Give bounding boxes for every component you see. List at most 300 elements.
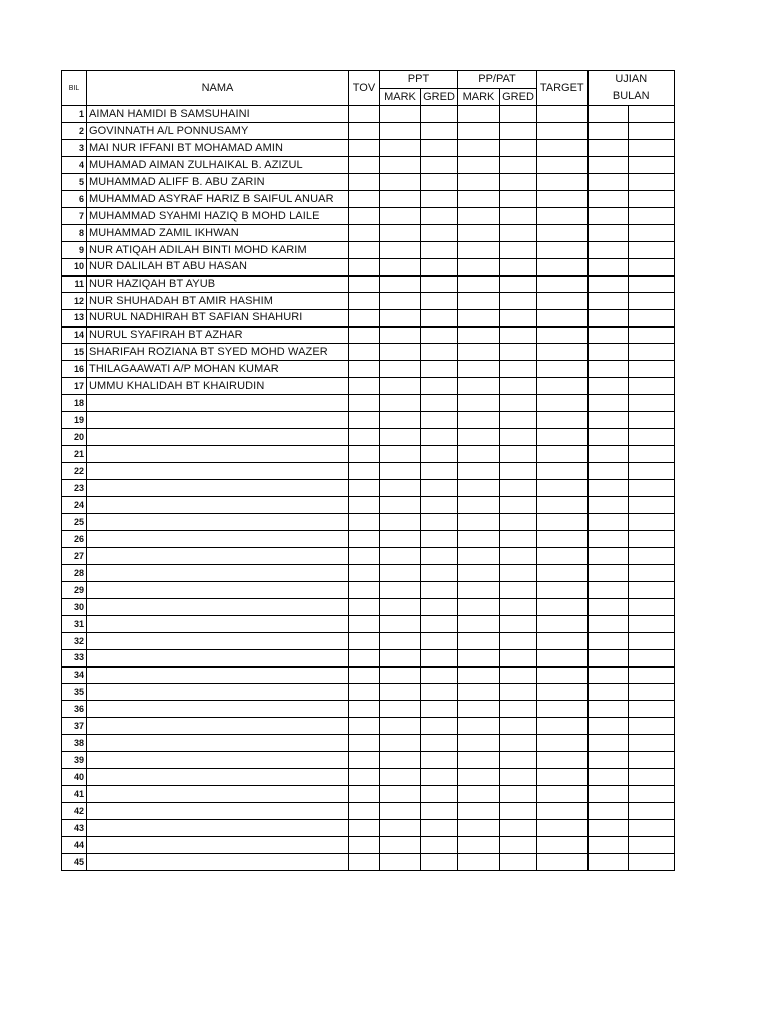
ppt-gred-cell[interactable] — [421, 769, 458, 786]
pppat-gred-cell[interactable] — [500, 123, 537, 140]
ujian-cell-1[interactable] — [588, 514, 629, 531]
ppt-mark-cell[interactable] — [380, 395, 421, 412]
ppt-gred-cell[interactable] — [421, 276, 458, 293]
ujian-cell-2[interactable] — [629, 820, 675, 837]
pppat-gred-cell[interactable] — [500, 786, 537, 803]
pppat-gred-cell[interactable] — [500, 531, 537, 548]
tov-cell[interactable] — [349, 565, 380, 582]
ppt-gred-cell[interactable] — [421, 463, 458, 480]
tov-cell[interactable] — [349, 361, 380, 378]
ppt-gred-cell[interactable] — [421, 378, 458, 395]
ujian-cell-2[interactable] — [629, 344, 675, 361]
target-cell[interactable] — [537, 327, 588, 344]
target-cell[interactable] — [537, 582, 588, 599]
ujian-cell-1[interactable] — [588, 837, 629, 854]
tov-cell[interactable] — [349, 650, 380, 667]
ppt-mark-cell[interactable] — [380, 293, 421, 310]
tov-cell[interactable] — [349, 803, 380, 820]
ujian-cell-1[interactable] — [588, 446, 629, 463]
pppat-mark-cell[interactable] — [458, 684, 500, 701]
tov-cell[interactable] — [349, 259, 380, 276]
tov-cell[interactable] — [349, 701, 380, 718]
pppat-gred-cell[interactable] — [500, 174, 537, 191]
ppt-mark-cell[interactable] — [380, 208, 421, 225]
ujian-cell-2[interactable] — [629, 531, 675, 548]
ppt-mark-cell[interactable] — [380, 854, 421, 871]
tov-cell[interactable] — [349, 786, 380, 803]
ujian-cell-2[interactable] — [629, 735, 675, 752]
ujian-cell-1[interactable] — [588, 531, 629, 548]
ujian-cell-1[interactable] — [588, 786, 629, 803]
target-cell[interactable] — [537, 123, 588, 140]
target-cell[interactable] — [537, 837, 588, 854]
ujian-cell-2[interactable] — [629, 327, 675, 344]
pppat-mark-cell[interactable] — [458, 735, 500, 752]
pppat-gred-cell[interactable] — [500, 378, 537, 395]
pppat-gred-cell[interactable] — [500, 412, 537, 429]
target-cell[interactable] — [537, 378, 588, 395]
ujian-cell-1[interactable] — [588, 378, 629, 395]
ppt-mark-cell[interactable] — [380, 463, 421, 480]
tov-cell[interactable] — [349, 667, 380, 684]
ujian-cell-2[interactable] — [629, 650, 675, 667]
ppt-gred-cell[interactable] — [421, 854, 458, 871]
ujian-cell-1[interactable] — [588, 174, 629, 191]
ujian-cell-1[interactable] — [588, 599, 629, 616]
pppat-mark-cell[interactable] — [458, 633, 500, 650]
ujian-cell-1[interactable] — [588, 684, 629, 701]
ujian-cell-1[interactable] — [588, 242, 629, 259]
tov-cell[interactable] — [349, 837, 380, 854]
ujian-cell-2[interactable] — [629, 225, 675, 242]
target-cell[interactable] — [537, 361, 588, 378]
pppat-gred-cell[interactable] — [500, 769, 537, 786]
tov-cell[interactable] — [349, 480, 380, 497]
ujian-cell-1[interactable] — [588, 276, 629, 293]
ppt-gred-cell[interactable] — [421, 123, 458, 140]
tov-cell[interactable] — [349, 752, 380, 769]
ppt-gred-cell[interactable] — [421, 616, 458, 633]
ujian-cell-2[interactable] — [629, 565, 675, 582]
pppat-mark-cell[interactable] — [458, 616, 500, 633]
target-cell[interactable] — [537, 225, 588, 242]
pppat-gred-cell[interactable] — [500, 310, 537, 327]
ujian-cell-1[interactable] — [588, 633, 629, 650]
target-cell[interactable] — [537, 463, 588, 480]
pppat-gred-cell[interactable] — [500, 395, 537, 412]
tov-cell[interactable] — [349, 140, 380, 157]
pppat-gred-cell[interactable] — [500, 276, 537, 293]
ppt-gred-cell[interactable] — [421, 565, 458, 582]
tov-cell[interactable] — [349, 854, 380, 871]
ujian-cell-2[interactable] — [629, 480, 675, 497]
tov-cell[interactable] — [349, 820, 380, 837]
tov-cell[interactable] — [349, 429, 380, 446]
ujian-cell-2[interactable] — [629, 633, 675, 650]
ppt-gred-cell[interactable] — [421, 497, 458, 514]
pppat-mark-cell[interactable] — [458, 650, 500, 667]
pppat-mark-cell[interactable] — [458, 599, 500, 616]
ppt-gred-cell[interactable] — [421, 599, 458, 616]
target-cell[interactable] — [537, 157, 588, 174]
pppat-gred-cell[interactable] — [500, 446, 537, 463]
ujian-cell-2[interactable] — [629, 497, 675, 514]
pppat-gred-cell[interactable] — [500, 208, 537, 225]
ujian-cell-2[interactable] — [629, 293, 675, 310]
tov-cell[interactable] — [349, 684, 380, 701]
tov-cell[interactable] — [349, 514, 380, 531]
pppat-mark-cell[interactable] — [458, 565, 500, 582]
pppat-gred-cell[interactable] — [500, 752, 537, 769]
pppat-gred-cell[interactable] — [500, 854, 537, 871]
ppt-mark-cell[interactable] — [380, 497, 421, 514]
pppat-gred-cell[interactable] — [500, 191, 537, 208]
ujian-cell-1[interactable] — [588, 497, 629, 514]
ujian-cell-1[interactable] — [588, 327, 629, 344]
pppat-gred-cell[interactable] — [500, 616, 537, 633]
ujian-cell-2[interactable] — [629, 514, 675, 531]
pppat-gred-cell[interactable] — [500, 480, 537, 497]
tov-cell[interactable] — [349, 208, 380, 225]
ujian-cell-2[interactable] — [629, 718, 675, 735]
ujian-cell-1[interactable] — [588, 412, 629, 429]
ppt-mark-cell[interactable] — [380, 276, 421, 293]
ujian-cell-1[interactable] — [588, 582, 629, 599]
target-cell[interactable] — [537, 667, 588, 684]
target-cell[interactable] — [537, 633, 588, 650]
pppat-gred-cell[interactable] — [500, 548, 537, 565]
pppat-gred-cell[interactable] — [500, 106, 537, 123]
pppat-mark-cell[interactable] — [458, 174, 500, 191]
pppat-gred-cell[interactable] — [500, 701, 537, 718]
pppat-gred-cell[interactable] — [500, 599, 537, 616]
tov-cell[interactable] — [349, 463, 380, 480]
target-cell[interactable] — [537, 293, 588, 310]
target-cell[interactable] — [537, 735, 588, 752]
pppat-gred-cell[interactable] — [500, 803, 537, 820]
ppt-mark-cell[interactable] — [380, 735, 421, 752]
ujian-cell-1[interactable] — [588, 191, 629, 208]
ppt-mark-cell[interactable] — [380, 650, 421, 667]
pppat-mark-cell[interactable] — [458, 208, 500, 225]
ppt-mark-cell[interactable] — [380, 174, 421, 191]
target-cell[interactable] — [537, 718, 588, 735]
pppat-mark-cell[interactable] — [458, 140, 500, 157]
target-cell[interactable] — [537, 616, 588, 633]
pppat-mark-cell[interactable] — [458, 259, 500, 276]
target-cell[interactable] — [537, 854, 588, 871]
ujian-cell-1[interactable] — [588, 616, 629, 633]
ppt-gred-cell[interactable] — [421, 361, 458, 378]
ujian-cell-2[interactable] — [629, 157, 675, 174]
pppat-mark-cell[interactable] — [458, 242, 500, 259]
ppt-gred-cell[interactable] — [421, 480, 458, 497]
tov-cell[interactable] — [349, 582, 380, 599]
ppt-gred-cell[interactable] — [421, 327, 458, 344]
ppt-mark-cell[interactable] — [380, 446, 421, 463]
pppat-mark-cell[interactable] — [458, 531, 500, 548]
ppt-gred-cell[interactable] — [421, 531, 458, 548]
ppt-gred-cell[interactable] — [421, 259, 458, 276]
tov-cell[interactable] — [349, 378, 380, 395]
pppat-gred-cell[interactable] — [500, 514, 537, 531]
ujian-cell-2[interactable] — [629, 684, 675, 701]
ujian-cell-2[interactable] — [629, 582, 675, 599]
ppt-gred-cell[interactable] — [421, 718, 458, 735]
ppt-mark-cell[interactable] — [380, 599, 421, 616]
tov-cell[interactable] — [349, 548, 380, 565]
ujian-cell-2[interactable] — [629, 769, 675, 786]
ppt-gred-cell[interactable] — [421, 786, 458, 803]
target-cell[interactable] — [537, 429, 588, 446]
ppt-mark-cell[interactable] — [380, 616, 421, 633]
target-cell[interactable] — [537, 701, 588, 718]
ujian-cell-2[interactable] — [629, 361, 675, 378]
ujian-cell-2[interactable] — [629, 463, 675, 480]
target-cell[interactable] — [537, 684, 588, 701]
pppat-mark-cell[interactable] — [458, 701, 500, 718]
target-cell[interactable] — [537, 480, 588, 497]
target-cell[interactable] — [537, 242, 588, 259]
target-cell[interactable] — [537, 599, 588, 616]
tov-cell[interactable] — [349, 293, 380, 310]
pppat-gred-cell[interactable] — [500, 259, 537, 276]
ppt-gred-cell[interactable] — [421, 395, 458, 412]
ppt-gred-cell[interactable] — [421, 820, 458, 837]
ppt-gred-cell[interactable] — [421, 837, 458, 854]
ppt-mark-cell[interactable] — [380, 514, 421, 531]
ppt-mark-cell[interactable] — [380, 480, 421, 497]
pppat-gred-cell[interactable] — [500, 820, 537, 837]
ujian-cell-1[interactable] — [588, 769, 629, 786]
ujian-cell-2[interactable] — [629, 616, 675, 633]
ujian-cell-1[interactable] — [588, 548, 629, 565]
ujian-cell-1[interactable] — [588, 208, 629, 225]
ppt-gred-cell[interactable] — [421, 667, 458, 684]
pppat-gred-cell[interactable] — [500, 718, 537, 735]
target-cell[interactable] — [537, 208, 588, 225]
ppt-mark-cell[interactable] — [380, 123, 421, 140]
pppat-gred-cell[interactable] — [500, 684, 537, 701]
ujian-cell-2[interactable] — [629, 548, 675, 565]
ppt-mark-cell[interactable] — [380, 361, 421, 378]
pppat-gred-cell[interactable] — [500, 225, 537, 242]
ujian-cell-1[interactable] — [588, 463, 629, 480]
target-cell[interactable] — [537, 140, 588, 157]
target-cell[interactable] — [537, 565, 588, 582]
ujian-cell-1[interactable] — [588, 140, 629, 157]
ppt-mark-cell[interactable] — [380, 242, 421, 259]
pppat-gred-cell[interactable] — [500, 242, 537, 259]
tov-cell[interactable] — [349, 276, 380, 293]
target-cell[interactable] — [537, 786, 588, 803]
ujian-cell-2[interactable] — [629, 786, 675, 803]
ppt-mark-cell[interactable] — [380, 106, 421, 123]
tov-cell[interactable] — [349, 225, 380, 242]
ppt-gred-cell[interactable] — [421, 174, 458, 191]
pppat-mark-cell[interactable] — [458, 429, 500, 446]
ppt-gred-cell[interactable] — [421, 140, 458, 157]
ujian-cell-2[interactable] — [629, 123, 675, 140]
ujian-cell-1[interactable] — [588, 650, 629, 667]
ujian-cell-1[interactable] — [588, 820, 629, 837]
target-cell[interactable] — [537, 446, 588, 463]
ujian-cell-2[interactable] — [629, 276, 675, 293]
ppt-gred-cell[interactable] — [421, 242, 458, 259]
tov-cell[interactable] — [349, 718, 380, 735]
tov-cell[interactable] — [349, 599, 380, 616]
pppat-gred-cell[interactable] — [500, 140, 537, 157]
pppat-mark-cell[interactable] — [458, 786, 500, 803]
ppt-mark-cell[interactable] — [380, 786, 421, 803]
pppat-gred-cell[interactable] — [500, 463, 537, 480]
ppt-gred-cell[interactable] — [421, 106, 458, 123]
pppat-mark-cell[interactable] — [458, 837, 500, 854]
pppat-mark-cell[interactable] — [458, 548, 500, 565]
ppt-gred-cell[interactable] — [421, 344, 458, 361]
pppat-mark-cell[interactable] — [458, 157, 500, 174]
ppt-gred-cell[interactable] — [421, 208, 458, 225]
ppt-gred-cell[interactable] — [421, 514, 458, 531]
pppat-gred-cell[interactable] — [500, 650, 537, 667]
pppat-mark-cell[interactable] — [458, 412, 500, 429]
ujian-cell-2[interactable] — [629, 140, 675, 157]
pppat-mark-cell[interactable] — [458, 582, 500, 599]
ppt-mark-cell[interactable] — [380, 157, 421, 174]
pppat-mark-cell[interactable] — [458, 123, 500, 140]
ppt-gred-cell[interactable] — [421, 157, 458, 174]
target-cell[interactable] — [537, 514, 588, 531]
ujian-cell-2[interactable] — [629, 259, 675, 276]
ujian-cell-1[interactable] — [588, 157, 629, 174]
ppt-mark-cell[interactable] — [380, 820, 421, 837]
ppt-mark-cell[interactable] — [380, 667, 421, 684]
tov-cell[interactable] — [349, 157, 380, 174]
pppat-mark-cell[interactable] — [458, 752, 500, 769]
ujian-cell-2[interactable] — [629, 412, 675, 429]
target-cell[interactable] — [537, 174, 588, 191]
pppat-gred-cell[interactable] — [500, 565, 537, 582]
ujian-cell-2[interactable] — [629, 310, 675, 327]
ppt-mark-cell[interactable] — [380, 582, 421, 599]
tov-cell[interactable] — [349, 242, 380, 259]
ppt-gred-cell[interactable] — [421, 446, 458, 463]
ujian-cell-2[interactable] — [629, 395, 675, 412]
target-cell[interactable] — [537, 650, 588, 667]
pppat-mark-cell[interactable] — [458, 310, 500, 327]
tov-cell[interactable] — [349, 174, 380, 191]
pppat-gred-cell[interactable] — [500, 344, 537, 361]
tov-cell[interactable] — [349, 344, 380, 361]
pppat-mark-cell[interactable] — [458, 769, 500, 786]
tov-cell[interactable] — [349, 531, 380, 548]
tov-cell[interactable] — [349, 497, 380, 514]
pppat-mark-cell[interactable] — [458, 395, 500, 412]
ujian-cell-2[interactable] — [629, 242, 675, 259]
target-cell[interactable] — [537, 395, 588, 412]
ujian-cell-2[interactable] — [629, 429, 675, 446]
pppat-gred-cell[interactable] — [500, 293, 537, 310]
pppat-mark-cell[interactable] — [458, 463, 500, 480]
pppat-gred-cell[interactable] — [500, 837, 537, 854]
ppt-gred-cell[interactable] — [421, 752, 458, 769]
ppt-mark-cell[interactable] — [380, 225, 421, 242]
ujian-cell-1[interactable] — [588, 752, 629, 769]
ujian-cell-1[interactable] — [588, 310, 629, 327]
tov-cell[interactable] — [349, 395, 380, 412]
pppat-mark-cell[interactable] — [458, 820, 500, 837]
pppat-mark-cell[interactable] — [458, 106, 500, 123]
ppt-gred-cell[interactable] — [421, 803, 458, 820]
target-cell[interactable] — [537, 820, 588, 837]
ppt-mark-cell[interactable] — [380, 259, 421, 276]
ppt-mark-cell[interactable] — [380, 701, 421, 718]
ujian-cell-1[interactable] — [588, 395, 629, 412]
ppt-mark-cell[interactable] — [380, 633, 421, 650]
ppt-gred-cell[interactable] — [421, 684, 458, 701]
ppt-mark-cell[interactable] — [380, 803, 421, 820]
tov-cell[interactable] — [349, 412, 380, 429]
ujian-cell-1[interactable] — [588, 361, 629, 378]
ujian-cell-2[interactable] — [629, 191, 675, 208]
ppt-gred-cell[interactable] — [421, 412, 458, 429]
target-cell[interactable] — [537, 276, 588, 293]
tov-cell[interactable] — [349, 123, 380, 140]
ppt-mark-cell[interactable] — [380, 769, 421, 786]
tov-cell[interactable] — [349, 191, 380, 208]
pppat-gred-cell[interactable] — [500, 157, 537, 174]
ujian-cell-1[interactable] — [588, 344, 629, 361]
ujian-cell-1[interactable] — [588, 565, 629, 582]
ujian-cell-1[interactable] — [588, 293, 629, 310]
ujian-cell-1[interactable] — [588, 718, 629, 735]
tov-cell[interactable] — [349, 769, 380, 786]
ppt-mark-cell[interactable] — [380, 565, 421, 582]
tov-cell[interactable] — [349, 327, 380, 344]
ppt-mark-cell[interactable] — [380, 548, 421, 565]
ppt-gred-cell[interactable] — [421, 735, 458, 752]
ujian-cell-2[interactable] — [629, 837, 675, 854]
tov-cell[interactable] — [349, 106, 380, 123]
ppt-gred-cell[interactable] — [421, 429, 458, 446]
target-cell[interactable] — [537, 548, 588, 565]
target-cell[interactable] — [537, 769, 588, 786]
ppt-gred-cell[interactable] — [421, 293, 458, 310]
ppt-mark-cell[interactable] — [380, 140, 421, 157]
pppat-mark-cell[interactable] — [458, 344, 500, 361]
ppt-mark-cell[interactable] — [380, 718, 421, 735]
ppt-gred-cell[interactable] — [421, 310, 458, 327]
ujian-cell-2[interactable] — [629, 599, 675, 616]
ppt-gred-cell[interactable] — [421, 548, 458, 565]
ujian-cell-2[interactable] — [629, 378, 675, 395]
ppt-mark-cell[interactable] — [380, 684, 421, 701]
pppat-mark-cell[interactable] — [458, 514, 500, 531]
ppt-mark-cell[interactable] — [380, 378, 421, 395]
target-cell[interactable] — [537, 106, 588, 123]
ppt-gred-cell[interactable] — [421, 633, 458, 650]
pppat-gred-cell[interactable] — [500, 633, 537, 650]
pppat-mark-cell[interactable] — [458, 803, 500, 820]
pppat-mark-cell[interactable] — [458, 191, 500, 208]
ujian-cell-2[interactable] — [629, 752, 675, 769]
ujian-cell-1[interactable] — [588, 854, 629, 871]
pppat-mark-cell[interactable] — [458, 361, 500, 378]
pppat-gred-cell[interactable] — [500, 361, 537, 378]
ujian-cell-1[interactable] — [588, 429, 629, 446]
pppat-mark-cell[interactable] — [458, 446, 500, 463]
target-cell[interactable] — [537, 531, 588, 548]
